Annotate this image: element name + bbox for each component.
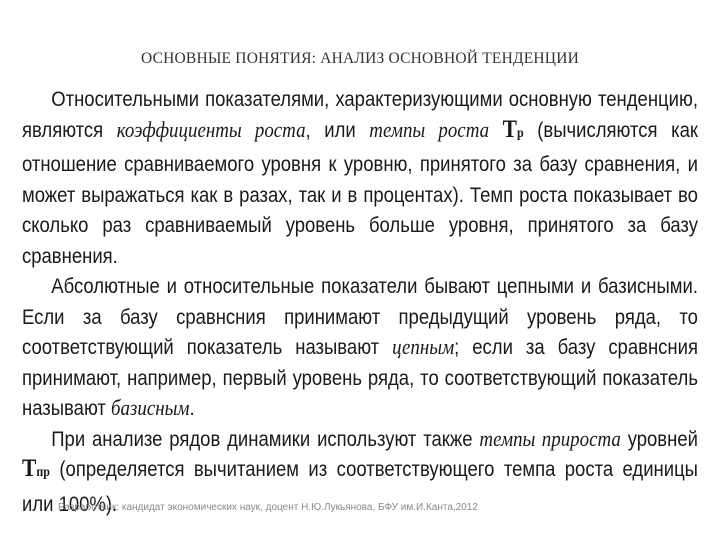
text-fragment: уровней bbox=[620, 426, 698, 451]
slide-title: ОСНОВНЫЕ ПОНЯТИЯ: АНАЛИЗ ОСНОВНОЙ ТЕНДЕНЦИИ bbox=[141, 50, 579, 67]
symbol-growth-rate: Тр bbox=[502, 115, 524, 143]
text-fragment: , или bbox=[305, 117, 370, 142]
term-growth-rates: темпы роста bbox=[369, 116, 490, 142]
symbol-subscript: пр bbox=[36, 465, 50, 480]
symbol-subscript: р bbox=[516, 125, 524, 141]
term-chain: цепным bbox=[392, 334, 455, 359]
text-fragment: (вычисляются как отношение сравниваемого уровня к уровню, принятого за базу сравнения, и может выражаться как в разах, так и в процентах). Темп роста показывает во сколько раз сравниваемый уровень больше уровня, принятого за базу сравнения. bbox=[22, 117, 698, 268]
term-growth-coefficients: коэффициенты роста bbox=[116, 116, 306, 142]
symbol-increment-rate: Тпр bbox=[22, 455, 50, 482]
text-fragment: ; если за базу сравнсния принимают, например, первый уровень ряда, то соответствующий показатель называют bbox=[22, 335, 698, 420]
paragraph-growth-rates bbox=[22, 84, 698, 271]
text-fragment: . bbox=[189, 396, 195, 420]
text-fragment: Относительными показателями, характеризующими основную тенденцию, являются bbox=[22, 87, 698, 142]
term-increment-rates: темпы прироста bbox=[479, 425, 621, 451]
text-fragment bbox=[489, 118, 503, 142]
paragraph-chain-base bbox=[22, 271, 698, 424]
text-fragment: При анализе рядов динамики используют также bbox=[51, 426, 480, 451]
text-fragment: Абсолютные и относительные показатели бывают цепными и базисными. Если за базу сравнсния принимают предыдущий уровень ряда, то соответствующий показатель называют bbox=[22, 274, 698, 359]
term-base: базисным bbox=[111, 395, 190, 420]
text-fragment: (определяется вычитанием из соответствующего темпа роста единицы или 100%). bbox=[22, 457, 698, 516]
slide-body bbox=[22, 84, 698, 519]
slide-footer: Разработчик: кандидат экономических наук, доцент Н.Ю.Лукьянова, БФУ им.И.Канта,2012 bbox=[58, 502, 478, 513]
